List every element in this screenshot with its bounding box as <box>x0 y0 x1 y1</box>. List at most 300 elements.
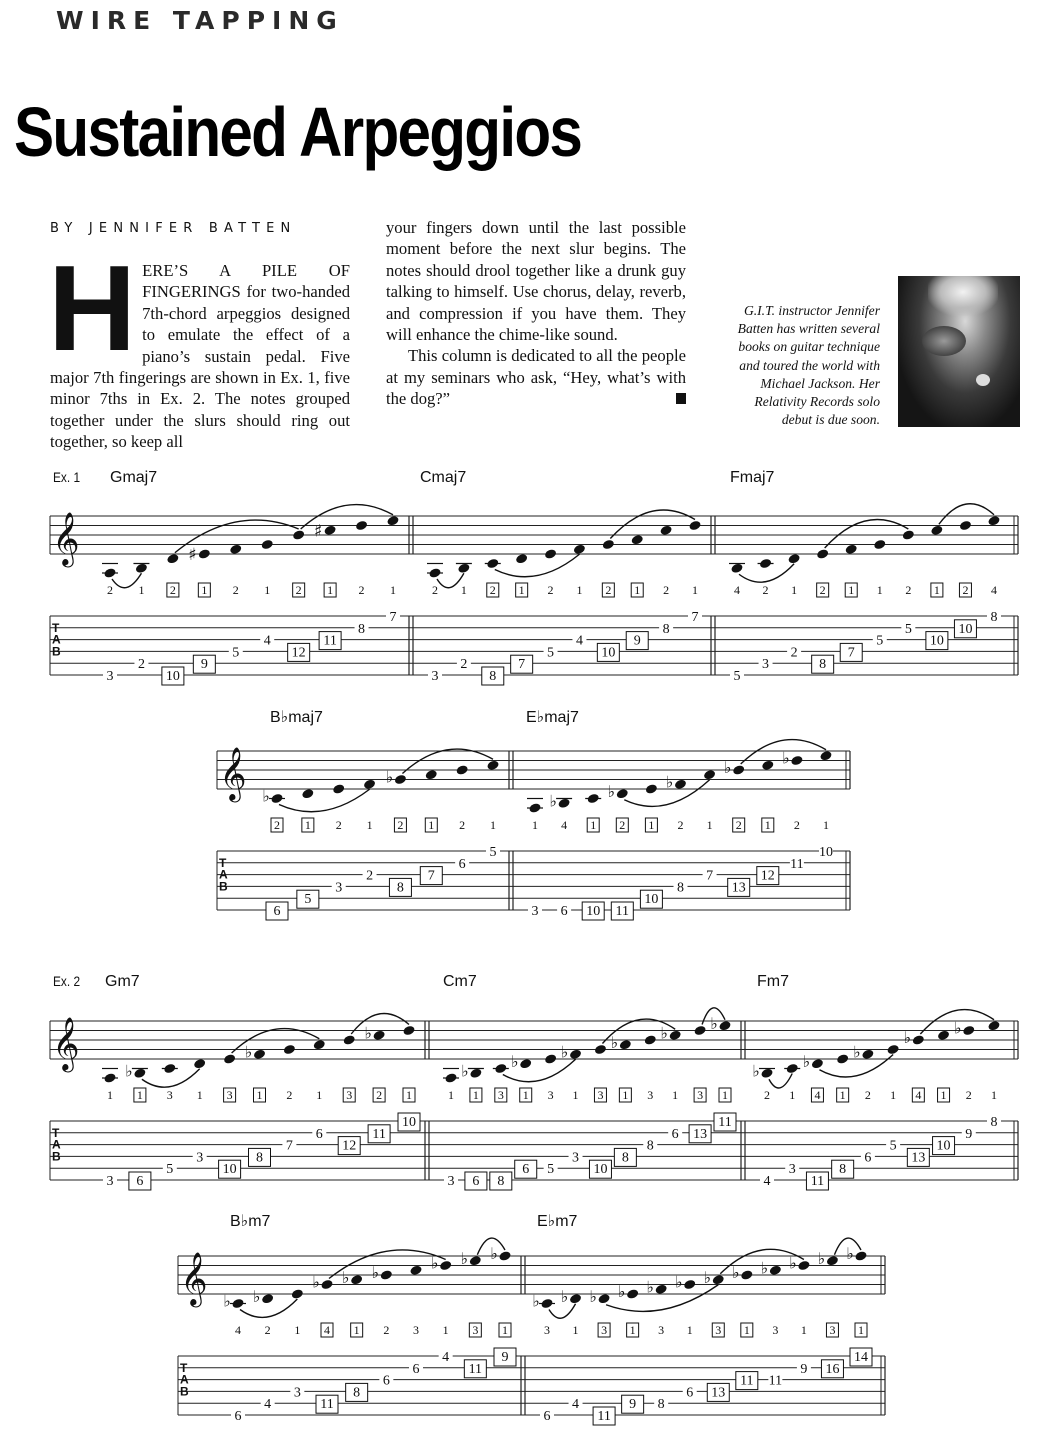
chord-name: Fmaj7 <box>730 469 775 486</box>
fret-number: 5 <box>166 1162 174 1178</box>
note-head <box>987 515 1000 527</box>
fret-number: 3 <box>293 1385 301 1401</box>
fingering-number: 4 <box>814 1088 821 1102</box>
byline: BY JENNIFER BATTEN <box>50 221 297 236</box>
flat-icon: ♭ <box>674 1272 683 1292</box>
fingering-number: 2 <box>264 1323 271 1337</box>
note-head <box>730 562 743 574</box>
flat-icon: ♭ <box>954 1018 962 1038</box>
flat-icon: ♭ <box>732 1263 740 1282</box>
fret-number: 3 <box>431 669 439 684</box>
fingering-number: 3 <box>697 1088 704 1102</box>
fret-number: 8 <box>662 621 670 637</box>
fret-number: 3 <box>762 657 770 673</box>
flat-icon: ♭ <box>252 1286 261 1306</box>
article-paragraph: ERE’S A PILE OF FINGERINGS for two-handed 7th-chord arpeggios designed to emulate the effect of a piano’s sustain pedal. Five major 7th fingerings are shown in Ex. 1, five minor 7ths in Ex. 2. The notes grouped together under the slurs should ring out together, so keep all <box>50 261 350 452</box>
note-head <box>569 1048 582 1060</box>
chord-arpeggio <box>102 469 400 685</box>
fret-number: 10 <box>586 904 601 919</box>
note-head <box>343 1034 356 1046</box>
flat-icon: ♭ <box>760 1258 769 1278</box>
sharp-icon: ♯ <box>313 521 323 542</box>
flat-icon: ♭ <box>510 1051 519 1071</box>
fret-number: 7 <box>285 1138 293 1154</box>
slur <box>549 1304 576 1318</box>
slur <box>610 510 695 539</box>
fret-number: 8 <box>621 1150 629 1166</box>
slur <box>825 519 909 548</box>
fret-number: 5 <box>304 892 312 908</box>
fingering-number: 1 <box>572 1323 579 1337</box>
fingering-number: 2 <box>762 583 769 597</box>
fingering-number: 3 <box>472 1323 479 1337</box>
fret-number: 7 <box>389 610 397 625</box>
fret-number: 10 <box>222 1162 237 1178</box>
tab-clef-letter: T <box>180 1360 188 1375</box>
note-head <box>372 1029 385 1041</box>
fingering-number: 1 <box>406 1088 412 1102</box>
flat-icon: ♭ <box>646 1277 654 1297</box>
fingering-number: 4 <box>561 818 568 832</box>
slur <box>279 789 370 811</box>
fret-number: 3 <box>447 1174 455 1189</box>
music-system <box>50 973 1018 1190</box>
fingering-number: 1 <box>532 818 538 832</box>
fingering-number: 1 <box>460 583 467 597</box>
chord-name: E♭m7 <box>537 1213 578 1230</box>
fret-number: 2 <box>137 657 145 673</box>
fret-number: 5 <box>547 1162 555 1178</box>
chord-arpeggio <box>443 973 736 1190</box>
fret-number: 10 <box>936 1138 951 1154</box>
note-head <box>486 759 499 771</box>
fingering-number: 1 <box>800 1323 807 1337</box>
fret-number: 13 <box>731 880 746 896</box>
fret-number: 5 <box>889 1138 897 1154</box>
fingering-number: 2 <box>962 583 969 597</box>
chord-arpeggio <box>420 469 702 685</box>
note-head <box>355 520 368 532</box>
fret-number: 10 <box>593 1162 608 1178</box>
chord-name: B♭m7 <box>230 1213 271 1230</box>
flat-icon: ♭ <box>364 1023 372 1043</box>
note-head <box>544 548 557 560</box>
music-system <box>178 1213 885 1425</box>
tab-clef-letter: B <box>52 644 61 659</box>
flat-icon: ♭ <box>752 1061 760 1081</box>
fret-number: 11 <box>320 1397 334 1413</box>
fret-number: 6 <box>273 904 281 919</box>
note-head <box>930 524 943 536</box>
fret-number: 12 <box>342 1138 357 1154</box>
fret-number: 11 <box>740 1373 754 1389</box>
note-head <box>693 1025 706 1037</box>
fret-number: 3 <box>106 669 114 684</box>
flat-icon: ♭ <box>385 767 394 787</box>
fret-number: 6 <box>136 1174 144 1189</box>
note-head <box>654 1283 667 1295</box>
fret-number: 8 <box>353 1385 361 1401</box>
tab-clef-letter: A <box>180 1372 189 1387</box>
fingering-number: 1 <box>264 583 271 597</box>
note-head <box>902 529 915 541</box>
fingering-number: 2 <box>735 818 742 832</box>
fingering-number: 2 <box>905 583 912 597</box>
fret-number: 8 <box>489 669 497 684</box>
author-caption: G.I.T. instructor Jennifer Batten has written several books on guitar technique and toured the world with Michael Jackson. Her Relativity Records solo debut is due soon. <box>737 303 880 428</box>
note-head <box>425 769 438 781</box>
flat-icon: ♭ <box>607 781 616 801</box>
note-head <box>631 534 644 546</box>
chord-arpeggio <box>223 1213 516 1424</box>
fingering-number: 1 <box>823 818 829 832</box>
fret-number: 9 <box>965 1126 973 1142</box>
fingering-number: 1 <box>629 1323 636 1337</box>
fingering-number: 2 <box>677 818 684 832</box>
note-head <box>573 543 586 555</box>
note-head <box>313 1039 326 1051</box>
note-head <box>291 1288 304 1300</box>
note-head <box>198 548 211 560</box>
fingering-number: 1 <box>327 583 334 597</box>
note-head <box>937 1029 950 1041</box>
flat-icon: ♭ <box>560 1042 569 1062</box>
flat-icon: ♭ <box>782 748 790 768</box>
note-head <box>797 1260 810 1272</box>
fret-number: 5 <box>232 645 240 661</box>
fingering-number: 1 <box>316 1088 323 1102</box>
note-head <box>363 778 376 790</box>
chord-name: E♭maj7 <box>526 709 579 726</box>
note-head <box>712 1274 725 1286</box>
fret-number: 3 <box>196 1150 204 1166</box>
fret-number: 6 <box>686 1385 694 1401</box>
fingering-number: 1 <box>256 1088 263 1102</box>
note-head <box>135 562 148 574</box>
note-head <box>380 1269 393 1281</box>
note-head <box>444 1072 457 1084</box>
fingering-number: 2 <box>965 1088 972 1102</box>
slur <box>939 504 994 524</box>
fingering-number: 2 <box>295 583 302 597</box>
fret-number: 8 <box>839 1162 847 1178</box>
tab-clef-letter: A <box>52 1137 61 1152</box>
fingering-number: 1 <box>304 818 311 832</box>
note-head <box>103 1072 116 1084</box>
fingering-number: 1 <box>136 1088 143 1102</box>
fingering-number: 1 <box>353 1323 360 1337</box>
fret-number: 6 <box>671 1126 679 1142</box>
fret-number: 5 <box>733 669 741 684</box>
note-head <box>787 553 800 565</box>
chord-name: B♭maj7 <box>270 709 323 726</box>
fingering-number: 2 <box>169 583 176 597</box>
note-head <box>332 783 345 795</box>
fingering-number: 2 <box>663 583 670 597</box>
fingering-number: 1 <box>692 583 698 597</box>
music-system <box>50 469 1018 685</box>
flat-icon: ♭ <box>371 1263 380 1282</box>
fingering-number: 2 <box>383 1323 390 1337</box>
fingering-number: 4 <box>915 1088 922 1102</box>
treble-clef-icon: 𝄞 <box>52 1016 80 1070</box>
fret-number: 3 <box>788 1162 796 1178</box>
fret-number: 6 <box>543 1409 551 1424</box>
flat-icon: ♭ <box>903 1028 912 1047</box>
tab-clef-letter: T <box>52 1125 60 1140</box>
fingering-number: 3 <box>647 1088 654 1102</box>
note-head <box>133 1067 146 1079</box>
fret-number: 9 <box>629 1397 637 1413</box>
fret-number: 9 <box>200 657 208 673</box>
note-head <box>759 558 772 570</box>
fret-number: 5 <box>904 621 912 637</box>
chord-arpeggio <box>102 973 420 1190</box>
fingering-number: 4 <box>324 1323 330 1337</box>
note-head <box>457 562 470 574</box>
flat-icon: ♭ <box>853 1042 861 1062</box>
fret-number: 2 <box>460 657 468 673</box>
fret-number: 8 <box>396 880 404 896</box>
note-head <box>528 802 541 814</box>
fingering-number: 2 <box>619 818 626 832</box>
note-head <box>845 543 858 555</box>
fret-number: 11 <box>372 1126 386 1142</box>
fingering-number: 1 <box>490 818 496 832</box>
fingering-number: 2 <box>274 818 280 832</box>
fingering-number: 1 <box>448 1088 454 1102</box>
fret-number: 9 <box>633 633 641 649</box>
fret-number: 4 <box>572 1397 580 1413</box>
fret-number: 16 <box>825 1361 840 1377</box>
fingering-number: 1 <box>107 1088 113 1102</box>
note-head <box>350 1274 363 1286</box>
note-head <box>270 793 283 805</box>
flat-icon: ♭ <box>223 1291 231 1311</box>
fret-number: 12 <box>760 868 775 884</box>
note-head <box>323 524 336 536</box>
slur <box>437 573 464 587</box>
note-head <box>761 759 774 771</box>
fret-number: 6 <box>234 1409 242 1424</box>
fingering-number: 1 <box>576 583 583 597</box>
note-head <box>703 769 716 781</box>
fret-number: 7 <box>518 657 526 673</box>
fingering-number: 1 <box>848 583 855 597</box>
fingering-number: 1 <box>428 818 435 832</box>
note-head <box>602 539 615 551</box>
fret-number: 7 <box>691 610 699 625</box>
note-head <box>486 558 499 570</box>
drop-cap: H <box>48 240 137 376</box>
fingering-number: 1 <box>876 583 883 597</box>
note-head <box>886 1044 899 1056</box>
note-head <box>836 1053 849 1065</box>
fingering-number: 3 <box>413 1323 419 1337</box>
note-head <box>668 1029 681 1041</box>
flat-icon: ♭ <box>560 1286 569 1306</box>
fret-number: 4 <box>442 1350 450 1365</box>
note-head <box>193 1058 206 1070</box>
slur <box>769 1074 792 1088</box>
flat-icon: ♭ <box>660 1023 668 1043</box>
fingering-number: 2 <box>864 1088 871 1102</box>
fingering-number: 1 <box>196 1088 203 1102</box>
fret-number: 11 <box>790 856 804 872</box>
fingering-number: 3 <box>658 1323 665 1337</box>
note-head <box>386 515 399 527</box>
fingering-number: 3 <box>166 1088 173 1102</box>
note-head <box>469 1067 482 1079</box>
fret-number: 5 <box>547 645 555 661</box>
fingering-number: 2 <box>793 818 800 832</box>
fingering-number: 1 <box>366 818 373 832</box>
fingering-number: 1 <box>572 1088 579 1102</box>
fingering-number: 3 <box>772 1323 779 1337</box>
fret-number: 3 <box>106 1174 114 1189</box>
example-label: Ex. 1 <box>53 469 81 486</box>
section-kicker: WIRE TAPPING <box>56 6 344 35</box>
slur <box>495 554 580 576</box>
fret-number: 8 <box>646 1138 654 1154</box>
note-head <box>718 1020 731 1032</box>
fret-number: 12 <box>291 645 306 661</box>
tab-clef-letter: B <box>219 879 228 894</box>
fret-number: 7 <box>427 868 435 884</box>
fret-number: 10 <box>819 845 833 860</box>
fingering-number: 1 <box>472 1088 479 1102</box>
note-head <box>616 788 629 800</box>
closing-text: This column is dedicated to all the people at my seminars who ask, “Hey, what’s with the dog?” <box>386 346 686 409</box>
chord-arpeggio <box>752 973 1001 1190</box>
fingering-number: 2 <box>107 583 113 597</box>
note-head <box>790 755 803 767</box>
fingering-number: 1 <box>390 583 396 597</box>
flat-icon: ♭ <box>430 1253 439 1273</box>
treble-clef-icon: 𝄞 <box>180 1251 208 1305</box>
note-head <box>683 1279 696 1291</box>
fret-number: 2 <box>366 868 374 884</box>
fret-number: 3 <box>335 880 343 896</box>
note-head <box>644 1034 657 1046</box>
fret-number: 8 <box>677 880 684 896</box>
fingering-number: 1 <box>502 1323 508 1337</box>
note-head <box>428 567 441 579</box>
fret-number: 8 <box>657 1397 665 1413</box>
fingering-number: 1 <box>648 818 655 832</box>
fingering-number: 1 <box>522 1088 529 1102</box>
chord-name: Cm7 <box>443 973 477 990</box>
fingering-number: 4 <box>991 583 997 597</box>
tab-clef-letter: B <box>52 1149 61 1164</box>
note-head <box>283 1044 296 1056</box>
note-head <box>626 1288 639 1300</box>
fret-number: 13 <box>693 1126 708 1142</box>
tab-clef-letter: T <box>219 855 227 870</box>
fingering-number: 2 <box>605 583 612 597</box>
fingering-number: 2 <box>397 818 404 832</box>
fingering-number: 1 <box>991 1088 997 1102</box>
tab-clef-letter: A <box>52 632 61 647</box>
fingering-number: 1 <box>940 1088 947 1102</box>
fingering-number: 3 <box>597 1088 604 1102</box>
fret-number: 6 <box>560 904 568 919</box>
fret-number: 10 <box>644 892 659 908</box>
fingering-number: 1 <box>138 583 145 597</box>
flat-icon: ♭ <box>532 1291 540 1311</box>
fingering-number: 4 <box>235 1323 241 1337</box>
fret-number: 4 <box>763 1174 771 1189</box>
flat-icon: ♭ <box>703 1267 712 1287</box>
flat-icon: ♭ <box>589 1286 597 1306</box>
flat-icon: ♭ <box>312 1272 320 1292</box>
fret-number: 6 <box>864 1150 872 1166</box>
note-head <box>645 783 658 795</box>
fingering-number: 3 <box>601 1323 608 1337</box>
flat-icon: ♭ <box>789 1253 797 1273</box>
note-head <box>811 1058 824 1070</box>
note-head <box>769 1264 782 1276</box>
fret-number: 10 <box>929 633 944 649</box>
note-head <box>540 1298 553 1310</box>
fret-number: 10 <box>958 621 973 637</box>
fret-number: 14 <box>854 1350 868 1365</box>
note-head <box>261 539 274 551</box>
treble-clef-icon: 𝄞 <box>219 746 247 800</box>
note-head <box>962 1025 975 1037</box>
flat-icon: ♭ <box>610 1032 619 1052</box>
note-head <box>455 764 468 776</box>
fingering-number: 1 <box>201 583 208 597</box>
fingering-number: 1 <box>294 1323 301 1337</box>
note-head <box>394 774 407 786</box>
note-head <box>732 764 745 776</box>
fret-number: 8 <box>256 1150 263 1166</box>
fingering-number: 1 <box>672 1088 679 1102</box>
note-head <box>469 1255 482 1267</box>
fret-number: 8 <box>497 1174 505 1189</box>
flat-icon: ♭ <box>490 1244 498 1263</box>
flat-icon: ♭ <box>817 1248 826 1268</box>
fret-number: 10 <box>165 669 180 684</box>
fingering-number: 2 <box>819 583 826 597</box>
fingering-number: 4 <box>734 583 740 597</box>
treble-clef-icon: 𝄞 <box>52 511 80 565</box>
fret-number: 11 <box>468 1361 483 1377</box>
fingering-number: 1 <box>764 818 771 832</box>
fingering-number: 3 <box>226 1088 233 1102</box>
note-head <box>597 1293 610 1305</box>
fingering-number: 3 <box>715 1323 722 1337</box>
tab-clef-letter: A <box>219 867 228 882</box>
music-system <box>217 709 850 920</box>
fret-number: 4 <box>264 1397 272 1413</box>
note-head <box>786 1063 799 1075</box>
fret-number: 11 <box>718 1115 732 1130</box>
fingering-number: 2 <box>764 1088 770 1102</box>
fingering-number: 1 <box>789 1088 796 1102</box>
note-head <box>166 553 179 565</box>
fingering-number: 1 <box>791 583 798 597</box>
fingering-number: 2 <box>547 583 554 597</box>
fret-number: 7 <box>706 868 714 884</box>
fret-number: 4 <box>575 633 583 649</box>
fret-number: 7 <box>847 645 855 661</box>
fret-number: 11 <box>615 904 630 919</box>
chord-name: Gm7 <box>105 973 140 990</box>
fret-number: 9 <box>501 1350 509 1365</box>
note-head <box>229 543 242 555</box>
